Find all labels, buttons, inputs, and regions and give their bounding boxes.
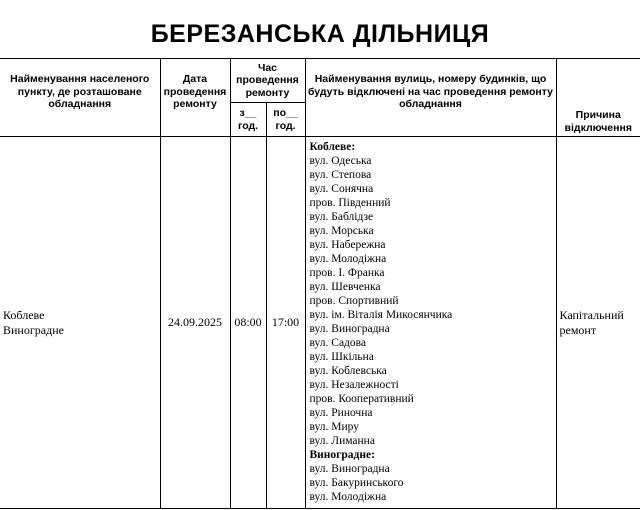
header-date: Дата проведення ремонту — [160, 59, 230, 137]
street-item: пров. І. Франка — [309, 267, 385, 279]
settlement-heading: Виноградне: — [309, 449, 375, 461]
street-item: вул. Набережна — [309, 239, 386, 251]
to-time-cell: 17:00 — [266, 137, 305, 509]
settlement-name: Коблеве — [3, 307, 45, 322]
street-item: вул. Сонячна — [309, 183, 374, 195]
street-item: вул. Морська — [309, 225, 374, 237]
street-item: вул. Садова — [309, 337, 367, 349]
reason-cell — [556, 137, 640, 509]
settlement-name: Виноградне — [3, 322, 64, 337]
date-cell: 24.09.2025 — [160, 137, 230, 509]
header-reason: Причина відключення — [556, 59, 640, 137]
street-item: вул. Шкільна — [309, 351, 374, 363]
street-item: пров. Південний — [309, 197, 391, 209]
street-item: вул. Риночна — [309, 407, 373, 419]
page-title: БЕРЕЗАНСЬКА ДІЛЬНИЦЯ — [150, 20, 490, 48]
street-item: пров. Кооперативний — [309, 393, 414, 405]
street-item: вул. ім. Віталія Микосянчика — [309, 309, 453, 321]
streets-cell — [305, 137, 556, 509]
header-time: Час проведення ремонту — [230, 59, 305, 103]
header-to: по__ год. — [266, 103, 305, 137]
street-item: пров. Спортивний — [309, 295, 399, 307]
street-item: вул. Степова — [309, 169, 372, 181]
header-settlement: Найменування населеного пункту, де розташоване обладнання — [0, 59, 160, 137]
from-time-cell: 08:00 — [230, 137, 266, 509]
reason-text: ремонт — [559, 322, 597, 337]
street-item: вул. Молодіжна — [309, 253, 387, 265]
street-item: вул. Виноградна — [309, 463, 390, 475]
outage-table — [0, 58, 640, 509]
header-from: з__ год. — [230, 103, 266, 137]
settlement-heading: Коблеве: — [309, 141, 356, 153]
reason-text: Капітальний — [559, 307, 624, 322]
street-item: вул. Баблідзе — [309, 211, 374, 223]
street-item: вул. Миру — [309, 421, 359, 433]
street-item: вул. Незалежності — [309, 379, 399, 391]
street-item: вул. Лиманна — [309, 435, 375, 447]
settlement-cell — [0, 137, 160, 509]
street-item: вул. Виноградна — [309, 323, 390, 335]
street-item: вул. Молодіжна — [309, 491, 387, 503]
street-item: вул. Одеська — [309, 155, 372, 167]
street-item: вул. Шевченка — [309, 281, 381, 293]
header-streets: Найменування вулиць, номеру будинків, що будуть відключені на час проведення ремонту обладнання — [305, 59, 556, 137]
street-item: вул. Коблевська — [309, 365, 387, 377]
street-item: вул. Бакуринського — [309, 477, 404, 489]
